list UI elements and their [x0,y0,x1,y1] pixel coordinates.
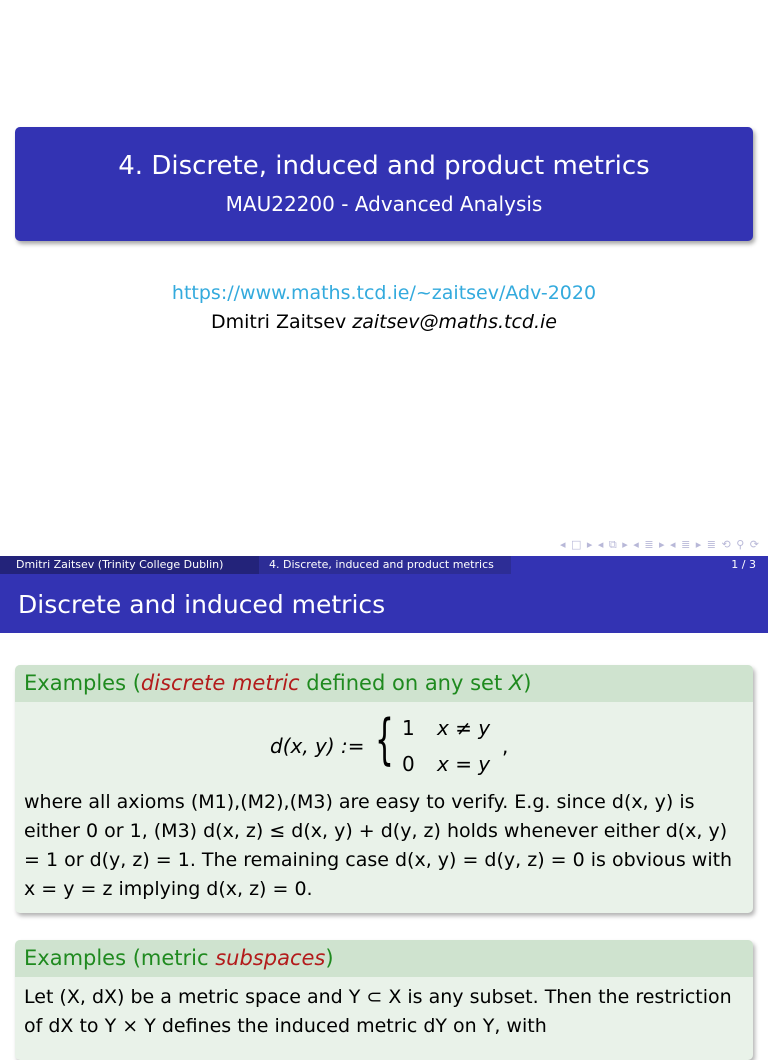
slide-subtitle: MAU22200 - Advanced Analysis [225,192,543,216]
block-body [15,977,753,1049]
block-header-emphasis: subspaces [215,946,326,970]
block-header-text: ) [325,946,334,970]
discrete-metric-formula [24,708,744,788]
case1-value: 1 [402,716,415,740]
example-block-discrete [15,665,753,913]
author-line [0,311,768,333]
formula-lhs: d(x, y) := [270,734,365,758]
case2-value: 0 [402,752,415,776]
block-header-text: ) [523,671,532,695]
footer-page-number: 1 / 3 [511,556,768,574]
frame-title: Discrete and induced metrics [18,590,386,619]
footer-author: Dmitri Zaitsev (Trinity College Dublin) [0,556,259,574]
block-header-text: Examples (metric [24,946,216,970]
block-paragraph: Let (X, dX) be a metric space and Y ⊂ X is any subset. Then the restriction of dX to Y × Y defines the induced metric dY on Y, with [24,986,732,1037]
slide-footer [0,556,768,574]
case2-condition: x = y [437,752,491,776]
brace-symbol: { [375,708,394,771]
block-header [15,940,753,977]
block-header-text: Examples ( [24,671,141,695]
footer-title: 4. Discrete, induced and product metrics [259,556,511,574]
block-body [15,702,753,912]
example-block-subspaces [15,940,753,1060]
course-url-link[interactable]: https://www.maths.tcd.ie/~zaitsev/Adv-2020 [171,282,597,304]
block-header [15,665,753,702]
author-name: Dmitri Zaitsev [211,311,347,333]
formula-comma: , [502,734,509,758]
block-header-text: defined on any set [299,671,509,695]
beamer-navigation-icons[interactable]: ◂ □ ▸ ◂ ⧉ ▸ ◂ ≣ ▸ ◂ ≣ ▸ ≣ ⟲ ⚲ ⟳ [559,538,760,551]
block-paragraph: where all axioms (M1),(M2),(M3) are easy to verify. E.g. since d(x, y) is either 0 or 1, (M3) d(x, z) ≤ d(x, y) + d(y, z) holds whenever either d(x, y) = 1 or d(y, z) = 1. The remaining case d(x, y) = d(y, z) = 0 is obvious with x = y = z implying d(x, z) = 0. [24,791,733,900]
case1-condition: x ≠ y [437,716,491,740]
slide-title: 4. Discrete, induced and product metrics [118,151,650,181]
title-box [15,127,753,241]
block-header-emphasis: discrete metric [140,671,300,695]
frame-title-bar [0,574,768,633]
author-email[interactable]: zaitsev@maths.tcd.ie [352,311,557,333]
block-header-variable: X [508,671,524,695]
